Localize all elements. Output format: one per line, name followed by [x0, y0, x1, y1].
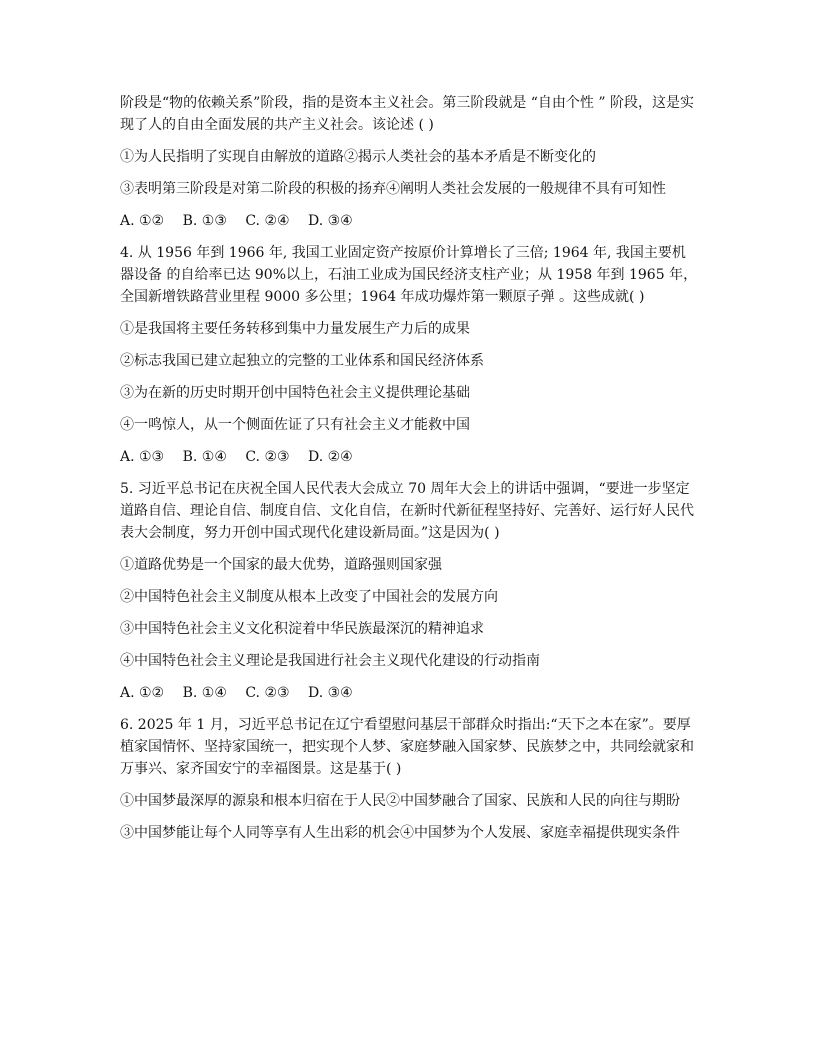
- q5-answer-a: A. ①②: [120, 685, 165, 701]
- q3-answer-a: A. ①②: [120, 213, 165, 229]
- q5-answers: [120, 682, 698, 704]
- q3-answer-c: C. ②④: [245, 213, 290, 229]
- q3-answer-b: B. ①③: [182, 213, 227, 229]
- q6-option-line-2: ③中国梦能让每个人同等享有人生出彩的机会④中国梦为个人发展、家庭幸福提供现实条件: [120, 825, 680, 841]
- q4-option-2: ②标志我国已建立起独立的完整的工业体系和国民经济体系: [120, 353, 484, 369]
- q4-answer-c: C. ②③: [245, 449, 290, 465]
- q4-answer-d: D. ②④: [308, 449, 353, 465]
- q4-answer-b: B. ①④: [182, 449, 227, 465]
- q4-answer-a: A. ①③: [120, 449, 165, 465]
- q6-option-line-1: ①中国梦最深厚的源泉和根本归宿在于人民②中国梦融合了国家、民族和人民的向往与期盼: [120, 793, 680, 809]
- q4-option-1: ①是我国将主要任务转移到集中力量发展生产力后的成果: [120, 321, 470, 337]
- q5-option-1: ①道路优势是一个国家的最大优势，道路强则国家强: [120, 557, 442, 573]
- q4-option-3: ③为在新的历史时期开创中国特色社会主义提供理论基础: [120, 385, 470, 401]
- q5-option-3: ③中国特色社会主义文化积淀着中华民族最深沉的精神追求: [120, 621, 484, 637]
- q3-option-line-2: ③表明第三阶段是对第二阶段的积极的扬弃④阐明人类社会发展的一般规律不具有可知性: [120, 181, 666, 197]
- q5-option-4: ④中国特色社会主义理论是我国进行社会主义现代化建设的行动指南: [120, 653, 540, 669]
- q5-answer-b: B. ①④: [182, 685, 227, 701]
- q5-option-2: ②中国特色社会主义制度从根本上改变了中国社会的发展方向: [120, 589, 498, 605]
- q3-answers: [120, 210, 698, 232]
- q4-stem: 4. 从 1956 年到 1966 年, 我国工业固定资产按原价计算增长了三倍; 1964 年, 我国主要机器设备 的自给率已达 90%以上，石油工业成为国民经济支柱产业；从 1958 年到 1965 年，全国新增铁路营业里程 9000 多公里；1964 年成功爆炸第一颗原子弹 。这些成就( ): [120, 245, 698, 305]
- q5-answer-c: C. ②③: [245, 685, 290, 701]
- q6-stem: 6. 2025 年 1 月，习近平总书记在辽宁看望慰问基层干部群众时指出:“天下之本在家”。要厚植家国情怀、坚持家国统一，把实现个人梦、家庭梦融入国家梦、民族梦之中，共同绘就家和万事兴、家齐国安宁的幸福图景。这是基于( ): [120, 717, 694, 777]
- q5-stem: 5. 习近平总书记在庆祝全国人民代表大会成立 70 周年大会上的讲话中强调，“要进一步坚定道路自信、理论自信、制度自信、文化自信，在新时代新征程坚持好、完善好、运行好人民代表大会制度，努力开创中国式现代化建设新局面。”这是因为( ): [120, 481, 694, 541]
- q5-answer-d: D. ③④: [308, 685, 353, 701]
- q4-option-4: ④一鸣惊人，从一个侧面佐证了只有社会主义才能救中国: [120, 417, 470, 433]
- q3-stem: 阶段是“物的依赖关系”阶段，指的是资本主义社会。第三阶段就是 “自由个性 ” 阶段，这是实现了人的自由全面发展的共产主义社会。该论述 ( ): [120, 95, 694, 133]
- q4-answers: [120, 446, 698, 468]
- document-page: [120, 92, 698, 844]
- q3-answer-d: D. ③④: [308, 213, 353, 229]
- q3-option-line-1: ①为人民指明了实现自由解放的道路②揭示人类社会的基本矛盾是不断变化的: [120, 149, 596, 165]
